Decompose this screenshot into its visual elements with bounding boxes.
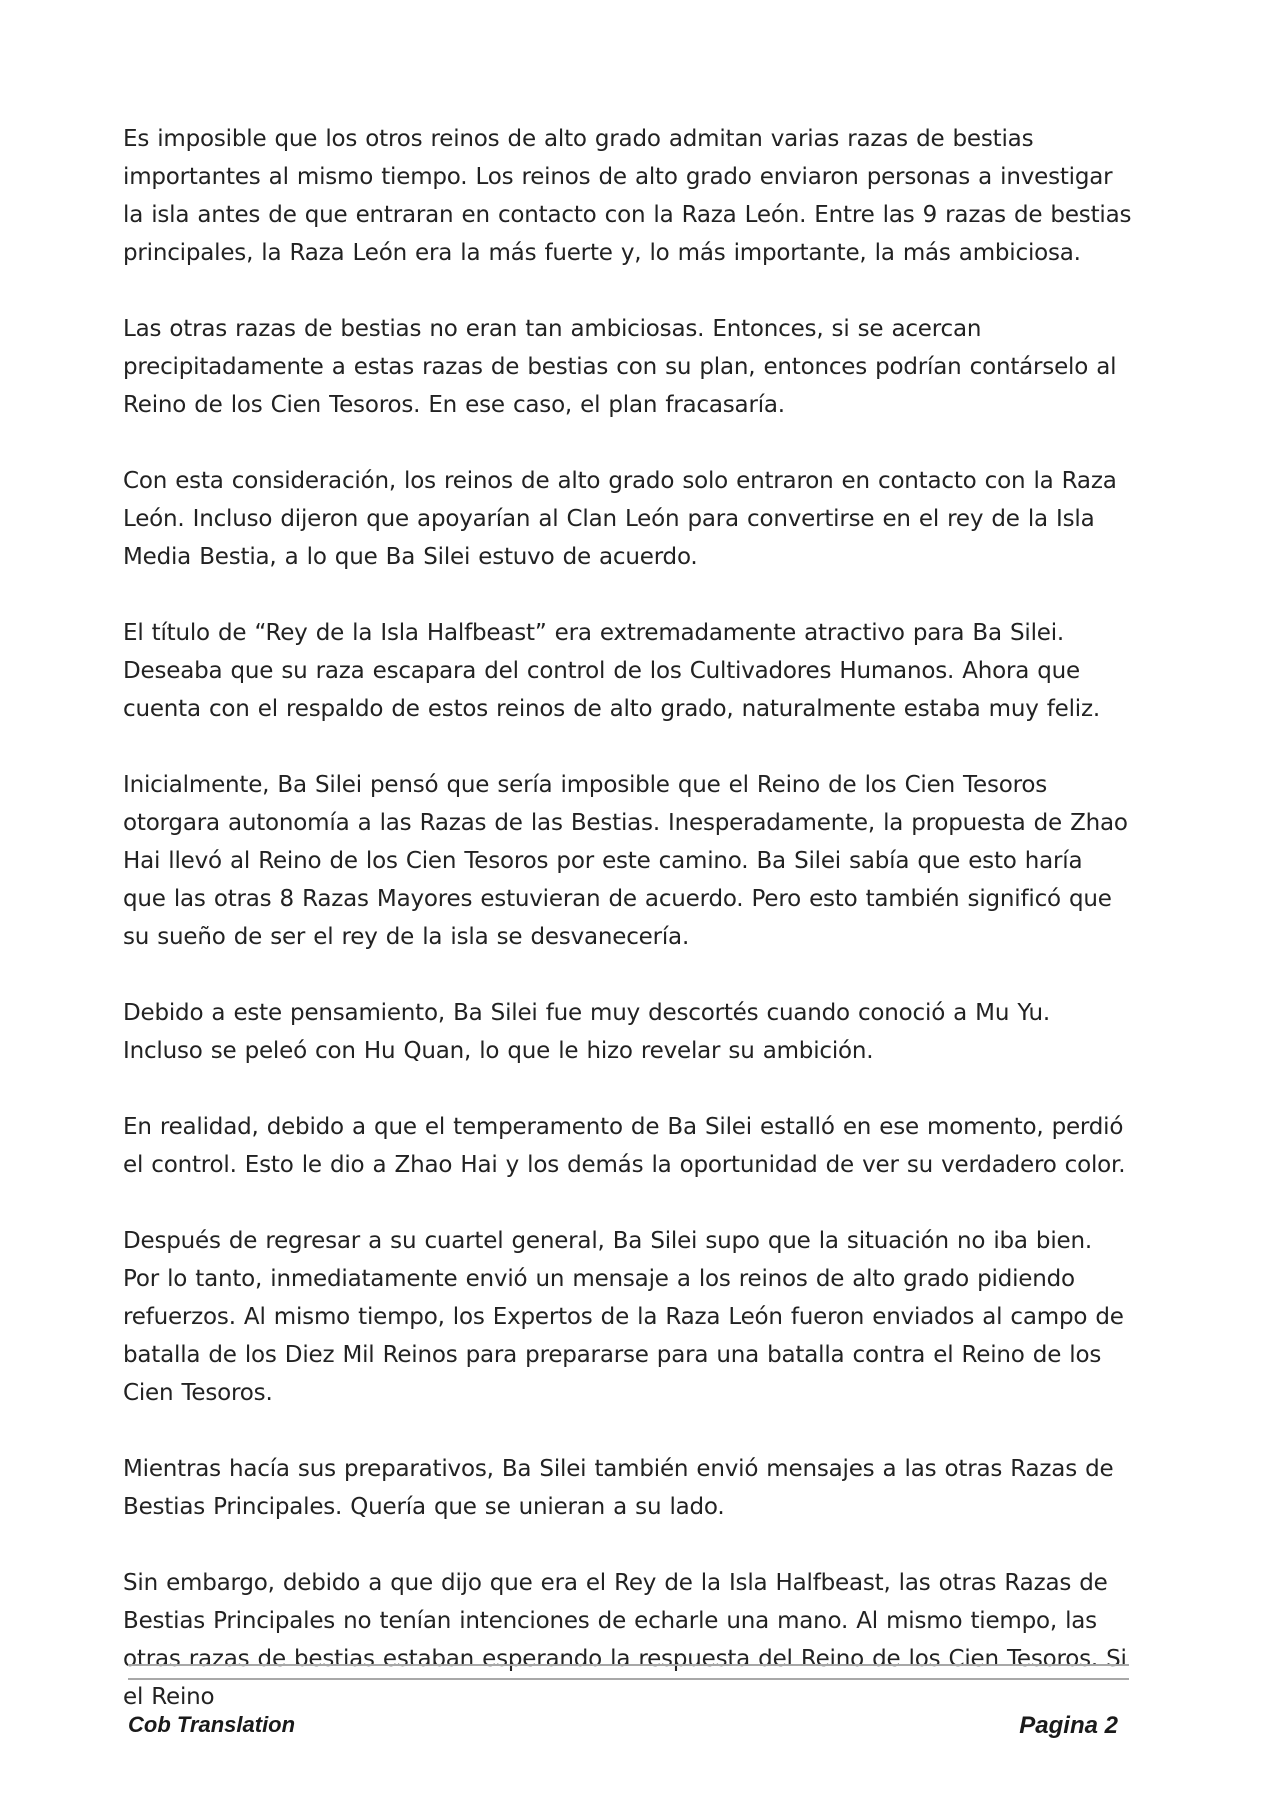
- footer-translator-credit: Cob Translation: [128, 1712, 296, 1737]
- paragraph-8: Después de regresar a su cuartel general, Ba Silei supo que la situación no iba bien. Por lo tanto, inmediatamente envió un mensaje a los reinos de alto grado pidiendo refuerzos. Al mismo tiempo, los Expertos de la Raza León fueron enviados al campo de batalla de los Diez Mil Reinos para prepararse para una batalla contra el Reino de los Cien Tesoros.: [123, 1228, 1124, 1406]
- paragraph-1: Es imposible que los otros reinos de alto grado admitan varias razas de bestias importantes al mismo tiempo. Los reinos de alto grado enviaron personas a investigar la isla antes de que entraran en contacto con la Raza León. Entre las 9 razas de bestias principales, la Raza León era la más fuerte y, lo más importante, la más ambiciosa.: [123, 126, 1132, 266]
- paragraph-4: El título de “Rey de la Isla Halfbeast” era extremadamente atractivo para Ba Silei. Deseaba que su raza escapara del control de los Cultivadores Humanos. Ahora que cuenta con el respaldo de estos reinos de alto grado, naturalmente estaba muy feliz.: [123, 620, 1100, 722]
- paragraph-9: Mientras hacía sus preparativos, Ba Silei también envió mensajes a las otras Razas de Bestias Principales. Quería que se unieran a su lado.: [123, 1456, 1114, 1520]
- footer-divider-top: [128, 1664, 1129, 1666]
- footer-page-number: Pagina 2: [1019, 1712, 1118, 1739]
- paragraph-10: Sin embargo, debido a que dijo que era el Rey de la Isla Halfbeast, las otras Razas de Bestias Principales no tenían intenciones de echarle una mano. Al mismo tiempo, las otras razas de bestias estaban esperando la respuesta del Reino de los Cien Tesoros. Si el Reino: [123, 1570, 1127, 1710]
- paragraph-3: Con esta consideración, los reinos de alto grado solo entraron en contacto con la Raza León. Incluso dijeron que apoyarían al Clan León para convertirse en el rey de la Isla Media Bestia, a lo que Ba Silei estuvo de acuerdo.: [123, 468, 1117, 570]
- footer-divider-bottom: [128, 1678, 1129, 1680]
- paragraph-2: Las otras razas de bestias no eran tan ambiciosas. Entonces, si se acercan precipitadamente a estas razas de bestias con su plan, entonces podrían contárselo al Reino de los Cien Tesoros. En ese caso, el plan fracasaría.: [123, 316, 1117, 418]
- body-text: [123, 120, 1133, 1754]
- paragraph-7: En realidad, debido a que el temperamento de Ba Silei estalló en ese momento, perdió el control. Esto le dio a Zhao Hai y los demás la oportunidad de ver su verdadero color.: [123, 1114, 1126, 1178]
- paragraph-5: Inicialmente, Ba Silei pensó que sería imposible que el Reino de los Cien Tesoros otorgara autonomía a las Razas de las Bestias. Inesperadamente, la propuesta de Zhao Hai llevó al Reino de los Cien Tesoros por este camino. Ba Silei sabía que esto haría que las otras 8 Razas Mayores estuvieran de acuerdo. Pero esto también significó que su sueño de ser el rey de la isla se desvanecería.: [123, 772, 1128, 950]
- paragraph-6: Debido a este pensamiento, Ba Silei fue muy descortés cuando conoció a Mu Yu. Incluso se peleó con Hu Quan, lo que le hizo revelar su ambición.: [123, 1000, 1051, 1064]
